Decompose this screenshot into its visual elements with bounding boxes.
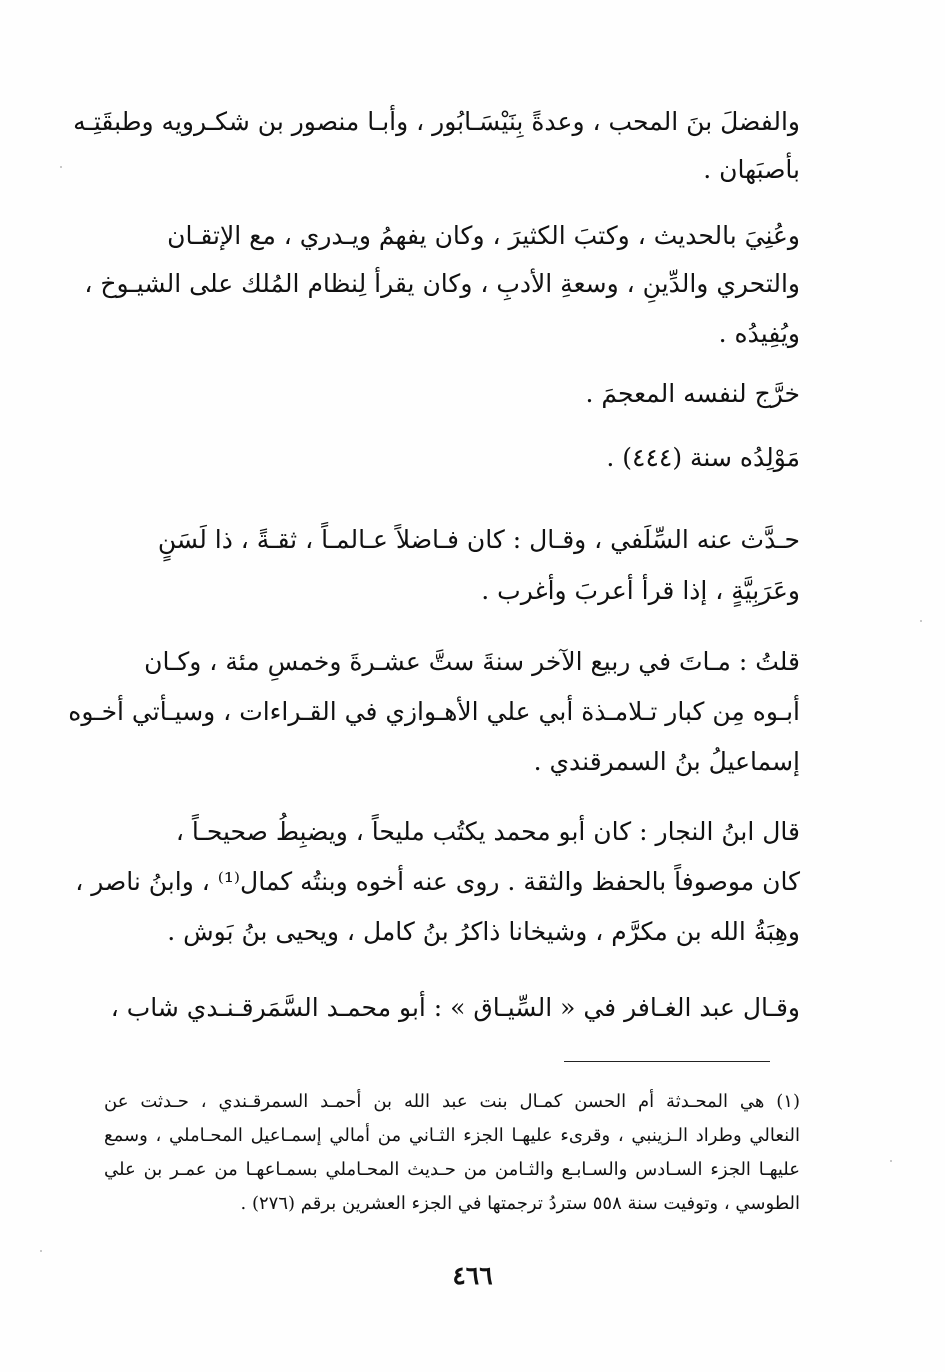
footnote-line: النعالي وطراد الـزينبي ، وقرىء عليهـا الجزء الثـاني من أمالي إسمـاعيل المحـاملي ، وسمع: [104, 1125, 800, 1146]
text-line: قلتُ : مـاتَ في ربيع الآخر سنةَ ستَّ عشـرةَ وخمسِ مئة ، وكـان: [144, 647, 800, 676]
text-line: وعَرَبِيَّةٍ ، إذا قرأ أعربَ وأغرب .: [481, 576, 800, 605]
text-line: خرَّج لنفسه المعجمَ .: [585, 379, 800, 408]
footnote-line: الطوسي ، وتوفيت سنة ٥٥٨ ستردُ ترجمتها في الجزء العشرين برقم (٢٧٦) .: [240, 1193, 800, 1214]
text-line: إسماعيلُ بنُ السمرقندي .: [533, 747, 800, 776]
footnote-line: (١) هي المحـدثة أم الحسن كمـال بنت عبد الله بن أحمـد السمرقـندي ، حـدثت عن: [104, 1091, 800, 1112]
text-line: وهِبَةُ الله بن مكرَّم ، وشيخانا ذاكرُ بنُ كامل ، ويحيى بنُ بَوش .: [167, 917, 800, 946]
text-line: وعُنِيَ بالحديث ، وكتبَ الكثيرَ ، وكان يفهمُ ويـدري ، مع الإتقـان: [167, 221, 800, 250]
text-line: بأصبَهان .: [703, 155, 800, 184]
footnote-line: عليهـا الجزء السـادس والسـابـع والثـامن من حـديث المحـاملي بسمـاعهـا من عمـر بن علي: [104, 1159, 800, 1180]
scan-speck: [890, 1160, 892, 1162]
text-line: وقـال عبد الغـافر في « السِّيـاق » : أبو محمـد السَّمَرقـنـدي شاب ،: [110, 993, 800, 1022]
text-line: حـدَّث عنه السِّلَفي ، وقـال : كان فـاضلاً عـالمـاً ، ثقـةً ، ذا لَسَنٍ: [157, 525, 800, 554]
footnote-separator: [564, 1061, 770, 1062]
text-line: كان موصوفاً بالحفظ والثقة . روى عنه أخوه وبنتُه كمال⁽¹⁾ ، وابنُ ناصر ،: [75, 867, 800, 896]
text-line: ويُفِيدُه .: [718, 319, 800, 348]
text-line: والتحري والدِّينِ ، وسعةِ الأدبِ ، وكان يقرأ لِنظام المُلك على الشيـوخ ،: [84, 269, 800, 298]
text-line: أبـوه مِن كبار تـلامـذة أبي علي الأهـوازي في القـراءات ، وسيـأتي أخـوه: [68, 697, 800, 726]
text-line: قال ابنُ النجار : كان أبو محمد يكتُب مليحاً ، ويضبِطُ صحيحـاً ،: [175, 817, 800, 846]
scan-speck: [920, 620, 922, 622]
text-line: والفضلَ بنَ المحب ، وعدةً بِنَيْسَـابُور ، وأبـا منصور بن شكـرويه وطبقَتِـه: [73, 107, 800, 136]
page-number: ٤٦٦: [452, 1261, 493, 1290]
text-line: مَوْلِدُه سنة (٤٤٤) .: [606, 443, 800, 472]
scan-speck: [60, 166, 62, 168]
scan-speck: [40, 1250, 42, 1252]
